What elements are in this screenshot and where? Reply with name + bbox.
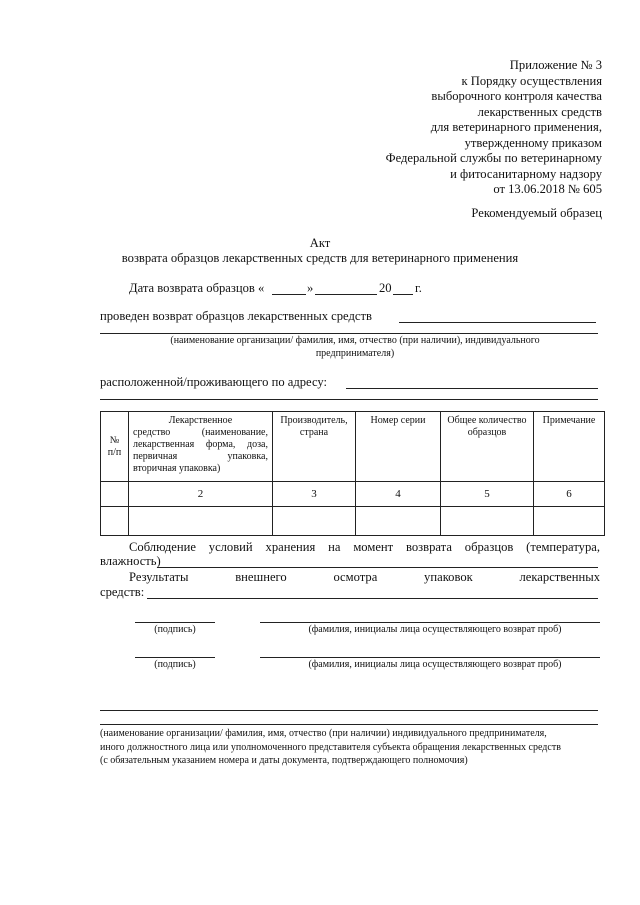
table-cell: 2 — [129, 482, 273, 507]
name-hint-1: (фамилия, инициалы лица осуществляющего возврат проб) — [308, 624, 562, 635]
col-header-medicine-line: Лекарственное — [168, 415, 233, 426]
table-cell: 5 — [441, 482, 534, 507]
storage-label-cont: влажность) — [100, 554, 161, 568]
name-field-2[interactable] — [260, 657, 600, 658]
date-year-suffix: г. — [415, 281, 422, 295]
col-header-manufacturer: Производитель, страна — [273, 412, 356, 482]
table-cell[interactable] — [129, 507, 273, 536]
results-label-cont: средств: — [100, 585, 145, 599]
date-day-field[interactable] — [272, 294, 306, 295]
signature-field-2[interactable] — [135, 657, 215, 658]
signature-hint-1: (подпись) — [154, 624, 196, 635]
representative-field-line2[interactable] — [100, 724, 598, 725]
date-year-field[interactable] — [393, 294, 413, 295]
footer-hint-line: (с обязательным указанием номера и даты документа, подтверждающего полномочия) — [100, 755, 468, 766]
results-field[interactable] — [147, 598, 598, 599]
header-line: Приложение № 3 — [509, 58, 602, 72]
table-cell[interactable] — [534, 507, 605, 536]
table-row[interactable] — [101, 507, 605, 536]
address-field-line2[interactable] — [100, 399, 598, 400]
samples-table — [100, 411, 605, 536]
address-field[interactable] — [346, 388, 598, 389]
table-cell: 3 — [273, 482, 356, 507]
storage-field[interactable] — [157, 567, 598, 568]
signature-hint-2: (подпись) — [154, 659, 196, 670]
header-line: и фитосанитарному надзору — [450, 166, 602, 181]
results-label: Результаты внешнего осмотра упаковок лекарственных — [129, 570, 600, 584]
table-cell[interactable] — [273, 507, 356, 536]
header-line: Федеральной службы по ветеринарному — [385, 151, 602, 165]
header-line: утвержденному приказом — [464, 135, 602, 150]
col-header-medicine-line: первичная упаковка, — [133, 451, 268, 462]
header-line: выборочного контроля качества — [431, 89, 602, 103]
recommended-sample-label: Рекомендуемый образец — [471, 206, 602, 220]
col-header-medicine-line: лекарственная форма, доза, — [133, 439, 268, 450]
col-header-note: Примечание — [534, 412, 605, 482]
conducted-label: проведен возврат образцов лекарственных средств — [100, 309, 372, 323]
col-header-series: Номер серии — [356, 412, 441, 482]
document-subtitle: возврата образцов лекарственных средств для ветеринарного применения — [121, 251, 519, 265]
document-title: Акт — [309, 236, 331, 250]
table-number-row — [101, 482, 605, 507]
table-cell — [101, 482, 129, 507]
col-header-number: № п/п — [101, 412, 129, 482]
header-line: для ветеринарного применения, — [430, 120, 602, 134]
name-hint-2: (фамилия, инициалы лица осуществляющего возврат проб) — [308, 659, 562, 670]
header-line: лекарственных средств — [477, 104, 602, 119]
col-header-medicine — [129, 412, 273, 482]
footer-hint — [100, 727, 600, 768]
date-label: Дата возврата образцов « — [129, 281, 265, 295]
date-year-prefix: 20 — [379, 281, 392, 295]
conducted-hint: (наименование организации/ фамилия, имя, отчество (при наличии), индивидуального предпринимателя) — [170, 335, 540, 359]
col-header-medicine-line: средство (наименование, — [133, 427, 268, 438]
footer-hint-line: иного должностного лица или уполномоченного представителя субъекта обращения лекарственных средств — [100, 741, 561, 753]
representative-field[interactable] — [100, 710, 598, 711]
date-month-field[interactable] — [315, 294, 377, 295]
table-header-row — [101, 412, 605, 482]
name-field-1[interactable] — [260, 622, 600, 623]
appendix-header — [386, 58, 602, 198]
date-quote-close: » — [307, 281, 314, 295]
table-cell[interactable] — [441, 507, 534, 536]
storage-label: Соблюдение условий хранения на момент возврата образцов (температура, — [129, 540, 600, 554]
signature-field-1[interactable] — [135, 622, 215, 623]
conducted-field-line2[interactable] — [100, 333, 598, 334]
table-cell: 6 — [534, 482, 605, 507]
table-cell[interactable] — [101, 507, 129, 536]
header-line: к Порядку осуществления — [461, 73, 602, 88]
conducted-field[interactable] — [399, 322, 596, 323]
col-header-medicine-line: вторичная упаковка) — [133, 463, 221, 474]
table-cell: 4 — [356, 482, 441, 507]
header-line: от 13.06.2018 № 605 — [493, 182, 602, 196]
table-cell[interactable] — [356, 507, 441, 536]
footer-hint-line: (наименование организации/ фамилия, имя, отчество (при наличии) индивидуального предпринимателя, — [100, 728, 547, 739]
address-label: расположенной/проживающего по адресу: — [100, 375, 328, 389]
col-header-quantity: Общее количество образцов — [441, 412, 534, 482]
